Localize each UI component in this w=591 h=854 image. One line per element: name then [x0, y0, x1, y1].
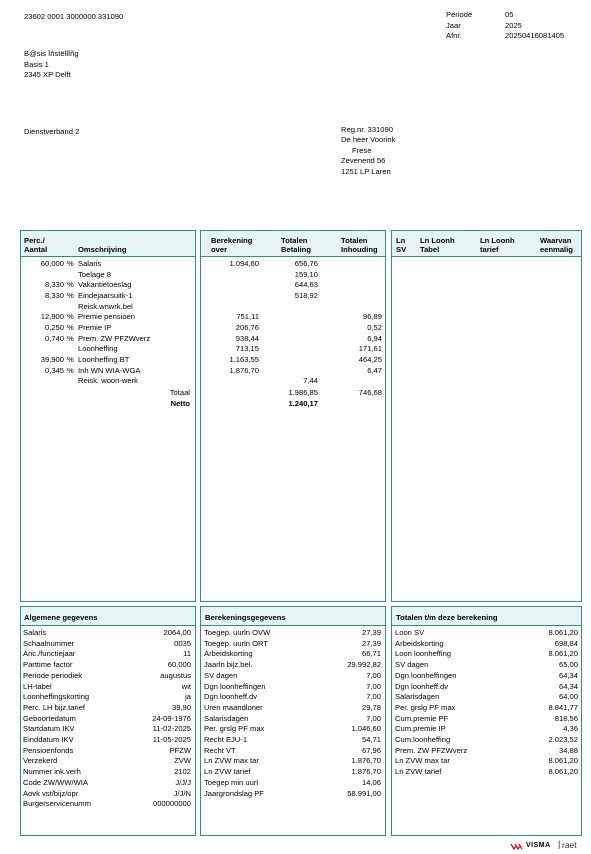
period-value: 05 [505, 10, 514, 19]
header-omschrijving: Omschrijving [78, 245, 127, 254]
section-row-value: 4,36 [563, 724, 578, 734]
section-row-value: 34,88 [558, 745, 578, 755]
section-row-label: Salaris [23, 628, 47, 637]
section-row-label: Uren maandloner [204, 702, 263, 712]
row-betaling: 518,92 [294, 290, 318, 300]
header-perc: Perc./ [24, 236, 45, 245]
netto-value: 1.240,17 [288, 399, 318, 408]
row-inhouding: 6,47 [367, 365, 382, 375]
table-amounts-header [201, 231, 385, 257]
totaal-label: Totaal [169, 388, 190, 397]
algemene-gegevens-title: Algemene gegevens [24, 613, 98, 622]
row-description: Loonheffing [78, 344, 118, 354]
row-percent-sign: % [67, 259, 74, 268]
section-row-value: 27,39 [361, 628, 381, 637]
year-value: 2025 [505, 21, 522, 30]
row-perc: 0,740 [44, 333, 64, 343]
visma-raet-logo [509, 840, 589, 852]
section-row-value: 14,06 [361, 777, 381, 787]
section-row-label: Einddatum IKV [23, 735, 74, 744]
section-row-value: 0035 [174, 638, 191, 648]
section-row-label: Arbeidskorting [395, 638, 444, 648]
row-description: Vakantietoeslag [78, 280, 132, 290]
section-row-value: 1.046,60 [351, 724, 381, 734]
section-row-value: 8.061,20 [548, 649, 578, 659]
section-row-value: 58.991,00 [347, 788, 381, 798]
section-row-value: 66,71 [361, 649, 381, 659]
section-row-value: 2.023,52 [548, 735, 578, 744]
row-description: Loonheffing BT [78, 354, 130, 364]
row-percent-sign: % [67, 322, 74, 332]
section-row-label: Prem. ZW PFZWverz [395, 745, 468, 755]
section-row-value: 11-05-2025 [152, 735, 191, 744]
section-row-label: Jaarln bijz.bel. [204, 660, 253, 670]
row-percent-sign: % [67, 333, 74, 343]
section-row-value: 64,34 [558, 670, 578, 680]
section-row-label: Toegep min uurl [204, 777, 259, 787]
header-berekening: Berekening [211, 236, 253, 245]
header-inhouding: Inhouding [341, 245, 378, 254]
section-row-value: 60,000 [167, 660, 191, 670]
document-id: 23602 0001 3000000 331090 [24, 12, 124, 21]
section-row-label: Toegep. uurln ORT [204, 638, 269, 648]
section-row-value: 11-02-2025 [152, 724, 191, 734]
section-row-label: Per. grslg PF max [395, 702, 456, 712]
raet-logo-text: raet [562, 840, 577, 850]
header-tarief: tarief [480, 245, 499, 254]
employer-city: 2345 XP Delft [24, 70, 71, 79]
section-row-value: 64,34 [558, 681, 578, 691]
section-row-label: Salarisdagen [395, 692, 440, 702]
totaal-inhouding: 746,68 [358, 388, 382, 397]
row-betaling: 656,76 [294, 259, 318, 268]
section-row-value: 1.876,70 [351, 756, 381, 766]
section-row-label: Loonheffingskorting [23, 692, 90, 702]
row-perc: 8,330 [44, 280, 64, 290]
section-row-value: 8.841,77 [548, 702, 578, 712]
section-row-label: Jaargrondslag PF [204, 788, 264, 798]
row-berekening-over: 1.163,55 [229, 354, 259, 364]
row-perc: 8,330 [44, 290, 64, 300]
section-row-value: 29.992,82 [347, 660, 381, 670]
row-percent-sign: % [67, 354, 74, 364]
table-description-header [21, 231, 195, 257]
row-description: Toelage 8 [78, 269, 111, 279]
employee-name: De heer Voorink [341, 135, 396, 144]
section-row-label: SV dagen [395, 660, 429, 670]
section-row-value: 7,00 [366, 681, 381, 691]
section-row-value: ZVW [174, 756, 191, 766]
header-totalen-inhouding: Totalen [341, 236, 368, 245]
section-row-label: Pensioenfonds [23, 745, 74, 755]
dienstverband: Dienstverband 2 [24, 127, 80, 136]
section-row-label: Per. grslg PF max [204, 724, 265, 734]
section-row-label: Arbeidskorting [204, 649, 253, 659]
row-description: Reisk.wnwrk.bel [78, 301, 133, 311]
row-perc: 0,345 [44, 365, 64, 375]
berekeningsgegevens-title: Berekeningsgegevens [205, 613, 286, 622]
netto-label: Netto [170, 399, 190, 408]
header-eenmalig: eenmalig [540, 245, 573, 254]
section-row-value: 7,00 [366, 713, 381, 723]
section-row-label: Burgerservicenumm [23, 799, 91, 809]
row-berekening-over: 938,44 [235, 333, 259, 343]
table-loon-header [392, 231, 581, 257]
section-row-value: 39,90 [171, 702, 191, 712]
section-row-label: Verzekerd [23, 756, 58, 766]
section-row-label: Ln ZVW tarief [204, 767, 251, 777]
section-row-value: 7,00 [366, 670, 381, 680]
berekeningsgegevens-header [201, 607, 385, 626]
section-row-label: Dgn loonheff.dv [395, 681, 449, 691]
section-row-value: 64,00 [558, 692, 578, 702]
section-row-label: Perc. LH bijz.tarief [23, 702, 86, 712]
row-berekening-over: 751,11 [236, 312, 259, 322]
row-betaling: 7,44 [303, 376, 318, 386]
header-ln: Ln [396, 236, 406, 245]
section-row-label: Loon loonheffing [395, 649, 452, 659]
section-row-label: Ln ZVW max tar [395, 756, 450, 766]
section-row-value: 29,78 [361, 702, 381, 712]
registration-number: Reg.nr. 331090 [341, 125, 393, 134]
section-row-value: 000000000 [152, 799, 191, 809]
section-row-label: Recht EJU-1 [204, 735, 248, 744]
row-percent-sign: % [67, 365, 74, 375]
row-perc: 60,000 [40, 259, 64, 268]
row-description: Reisk. woon-werk [78, 376, 138, 386]
section-row-label: Code ZW/WW/WIA [23, 777, 88, 787]
employee-city: 1251 LP Laren [341, 166, 391, 176]
section-row-label: Nummer ink.verh [23, 767, 81, 777]
row-percent-sign: % [67, 280, 74, 290]
row-description: Premie IP [78, 322, 112, 332]
row-berekening-over: 713,15 [235, 344, 259, 354]
section-row-value: J/J/J [175, 777, 191, 787]
section-row-label: Schaalnummer [23, 638, 75, 648]
section-row-value: 8.061,20 [548, 767, 578, 777]
section-row-label: Cum.loonheffing [395, 735, 451, 744]
row-description: Premie pensioen [78, 312, 135, 322]
section-row-label: Aovk vst/bijz/opr [23, 788, 79, 798]
section-row-label: Salarisdagen [204, 713, 249, 723]
employer-address [24, 49, 79, 81]
section-row-label: Cum.premie PF [395, 713, 449, 723]
algemene-gegevens-header [21, 607, 195, 626]
employee-street: Zevenend 56 [341, 156, 386, 165]
section-row-value: 1.876,70 [351, 767, 381, 777]
section-row-label: Cum.premie IP [395, 724, 446, 734]
section-row-label: Periode periodiek [23, 670, 83, 680]
table-loon-section [391, 230, 582, 602]
row-description: Prem. ZW PFZWverz [78, 333, 151, 343]
section-row-value: 698,84 [554, 638, 578, 648]
row-inhouding: 96,89 [362, 312, 382, 322]
section-row-label: Anc./functiejaar [23, 649, 76, 659]
section-row-label: Parttime factor [23, 660, 73, 670]
row-perc: 39,900 [40, 354, 64, 364]
section-row-label: Loon SV [395, 628, 425, 637]
section-row-value: 7,00 [366, 692, 381, 702]
section-row-value: wit [181, 681, 191, 691]
section-row-label: Ln ZVW tarief [395, 767, 442, 777]
section-row-value: 8.061,20 [548, 628, 578, 637]
visma-logo-text: VISMA [526, 842, 551, 849]
header-over: over [211, 245, 228, 254]
row-perc: 0,250 [44, 322, 64, 332]
section-row-label: Toegep. uurln OVW [204, 628, 271, 637]
header-betaling: Betaling [281, 245, 311, 254]
row-betaling: 159,10 [294, 269, 318, 279]
row-description: Salaris [78, 259, 102, 268]
section-row-value: 8.061,20 [548, 756, 578, 766]
header-sv: SV [396, 245, 407, 254]
section-row-label: Geboortedatum [23, 713, 76, 723]
row-berekening-over: 1.876,70 [229, 365, 259, 375]
row-inhouding: 0,52 [367, 322, 382, 332]
totalen-title: Totalen t/m deze berekening [396, 613, 498, 622]
afnr-label: Afnr. [446, 31, 462, 40]
row-berekening-over: 1.094,60 [229, 259, 259, 268]
section-row-value: 24-09-1976 [152, 713, 191, 723]
row-inhouding: 464,25 [358, 354, 382, 364]
header-tabel: Tabel [420, 245, 440, 254]
section-row-value: PFZW [169, 745, 191, 755]
section-row-label: Ln ZVW max tar [204, 756, 259, 766]
header-ln-loonh-tarief: Ln Loonh [480, 236, 515, 245]
section-row-label: LH-tabel [23, 681, 52, 691]
totaal-betaling: 1.986,85 [288, 388, 318, 397]
employer-name: B@sis Ïñstëllîñg [24, 49, 79, 58]
section-row-value: 65,00 [558, 660, 578, 670]
section-row-value: 818,56 [554, 713, 578, 723]
section-row-label: Dgn loonheffingen [204, 681, 266, 691]
row-percent-sign: % [67, 312, 74, 322]
header-totalen-betaling: Totalen [281, 236, 308, 245]
header-aantal: Aantal [24, 245, 48, 254]
row-betaling: 644,63 [294, 280, 318, 290]
logo-separator: | [558, 839, 561, 849]
row-inhouding: 171,61 [358, 344, 382, 354]
employer-street: Basis 1 [24, 59, 49, 69]
section-row-label: SV dagen [204, 670, 238, 680]
totalen-header [392, 607, 581, 626]
header-waarvan: Waarvan [540, 236, 572, 245]
row-description: Eindejaarsuitk-1 [78, 290, 133, 300]
section-row-value: ja [185, 692, 191, 702]
section-row-value: J/J/N [173, 788, 191, 798]
year-label: Jaar [446, 21, 461, 30]
period-label: Periode [446, 10, 473, 19]
row-description: Inh WN WIA-WGA [78, 365, 141, 375]
section-row-value: 2102 [174, 767, 191, 777]
row-percent-sign: % [67, 290, 74, 300]
section-row-label: Recht VT [204, 745, 236, 755]
section-row-value: 2064,00 [163, 628, 191, 637]
section-row-value: 11 [183, 649, 191, 659]
employee-lastname: Frese [352, 145, 372, 155]
section-row-label: Startdatum IKV [23, 724, 75, 734]
section-row-label: Dgn loonheffingen [395, 670, 457, 680]
row-perc: 12,900 [40, 312, 64, 322]
row-inhouding: 6,94 [367, 333, 382, 343]
section-row-label: Dgn loonheff.dv [204, 692, 258, 702]
section-row-value: 27,39 [361, 638, 381, 648]
section-row-value: augustus [160, 670, 191, 680]
section-row-value: 67,96 [361, 745, 381, 755]
row-berekening-over: 206,76 [235, 322, 259, 332]
afnr-value: 20250416081405 [505, 31, 565, 40]
section-row-value: 54,71 [361, 735, 381, 744]
employee-address [341, 135, 395, 177]
header-ln-loonh-tabel: Ln Loonh [420, 236, 455, 245]
